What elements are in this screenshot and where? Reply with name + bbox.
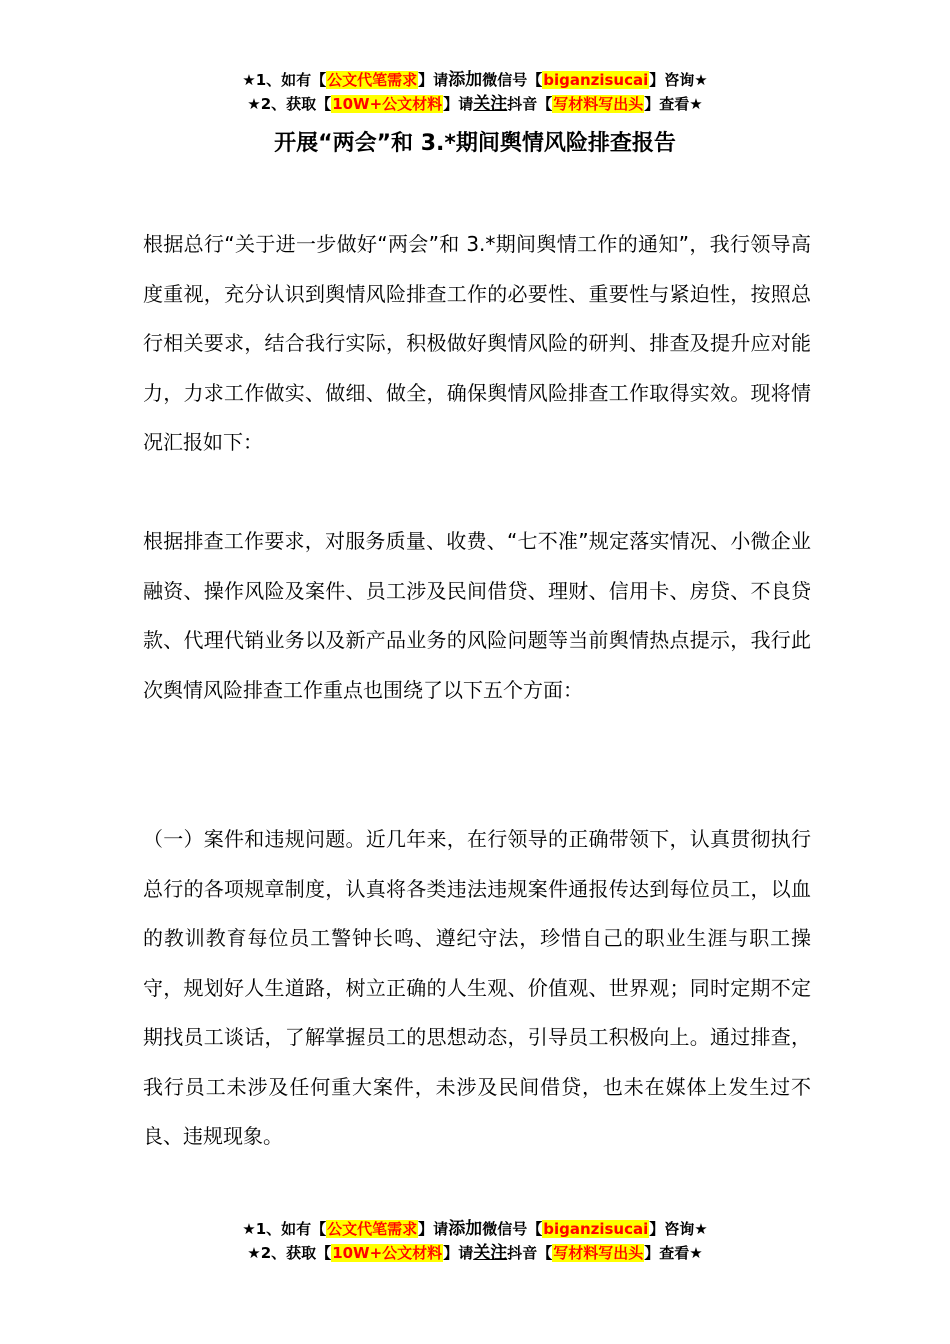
promo-line-1-mid: 】请 — [418, 1220, 449, 1238]
body-paragraph-1-block — [143, 220, 811, 468]
promo-line-1-mid: 】请 — [418, 71, 449, 89]
promo-line-1 — [0, 68, 950, 92]
promo-line-2-prefix: ★2、获取【 — [247, 95, 332, 113]
promo-line-1-suffix: 】咨询★ — [649, 71, 708, 89]
promo-line-1-prefix: ★1、如有【 — [242, 71, 327, 89]
body-paragraph-3-block — [143, 815, 811, 1162]
promo-line-1-prefix: ★1、如有【 — [242, 1220, 327, 1238]
promo-line-2-prefix: ★2、获取【 — [247, 1244, 332, 1262]
promo-line-1-mid2: 微信号【 — [482, 71, 543, 89]
body-paragraph: 根据总行“关于进一步做好“两会”和 3.*期间舆情工作的通知”，我行领导高度重视，充分认识到舆情风险排查工作的必要性、重要性与紧迫性，按照总行相关要求，结合我行实际，积极做好舆情风险的研判、排查及提升应对能力，力求工作做实、做细、做全，确保舆情风险排查工作取得实效。现将情况汇报如下： — [143, 232, 811, 454]
promo-line-1-suffix: 】咨询★ — [649, 1220, 708, 1238]
promo-highlight-materials: 10W+公文材料 — [332, 95, 443, 113]
promo-line-1-mid2: 微信号【 — [482, 1220, 543, 1238]
promo-emphasis-add: 添加 — [448, 70, 483, 90]
promo-line-2 — [0, 92, 950, 116]
promo-highlight-service: 公文代笔需求 — [327, 71, 418, 89]
promo-highlight-wechat-id: biganzisucai — [543, 1220, 649, 1238]
promo-line-2-suffix: 】查看★ — [644, 95, 703, 113]
promo-line-2-mid: 】请 — [443, 1244, 474, 1262]
promo-emphasis-follow: 关注 — [473, 1243, 508, 1263]
body-paragraph: 根据排查工作要求，对服务质量、收费、“七不准”规定落实情况、小微企业融资、操作风险及案件、员工涉及民间借贷、理财、信用卡、房贷、不良贷款、代理代销业务以及新产品业务的风险问题等当前舆情热点提示，我行此次舆情风险排查工作重点也围绕了以下五个方面： — [143, 529, 811, 702]
promo-emphasis-follow: 关注 — [473, 94, 508, 114]
bottom-promo-banner — [0, 1217, 950, 1265]
promo-highlight-materials: 10W+公文材料 — [332, 1244, 443, 1262]
promo-highlight-douyin-id: 写材料写出头 — [553, 95, 644, 113]
promo-line-1 — [0, 1217, 950, 1241]
promo-emphasis-add: 添加 — [448, 1219, 483, 1239]
promo-highlight-service: 公文代笔需求 — [327, 1220, 418, 1238]
document-title: 开展“两会”和 3.*期间舆情风险排查报告 — [274, 131, 676, 156]
promo-line-2-mid2: 抖音【 — [507, 1244, 553, 1262]
promo-line-2-suffix: 】查看★ — [644, 1244, 703, 1262]
promo-line-2-mid: 】请 — [443, 95, 474, 113]
body-paragraph: （一）案件和违规问题。近几年来，在行领导的正确带领下，认真贯彻执行总行的各项规章制度，认真将各类违法违规案件通报传达到每位员工，以血的教训教育每位员工警钟长鸣、遵纪守法，珍惜自己的职业生涯与职工操守，规划好人生道路，树立正确的人生观、价值观、世界观；同时定期不定期找员工谈话，了解掌握员工的思想动态，引导员工积极向上。通过排查，我行员工未涉及任何重大案件，未涉及民间借贷，也未在媒体上发生过不良、违规现象。 — [143, 827, 811, 1148]
body-paragraph-2-block — [143, 517, 811, 715]
top-promo-banner — [0, 68, 950, 116]
promo-highlight-wechat-id: biganzisucai — [543, 71, 649, 89]
promo-line-2 — [0, 1241, 950, 1265]
promo-highlight-douyin-id: 写材料写出头 — [553, 1244, 644, 1262]
promo-line-2-mid2: 抖音【 — [507, 95, 553, 113]
